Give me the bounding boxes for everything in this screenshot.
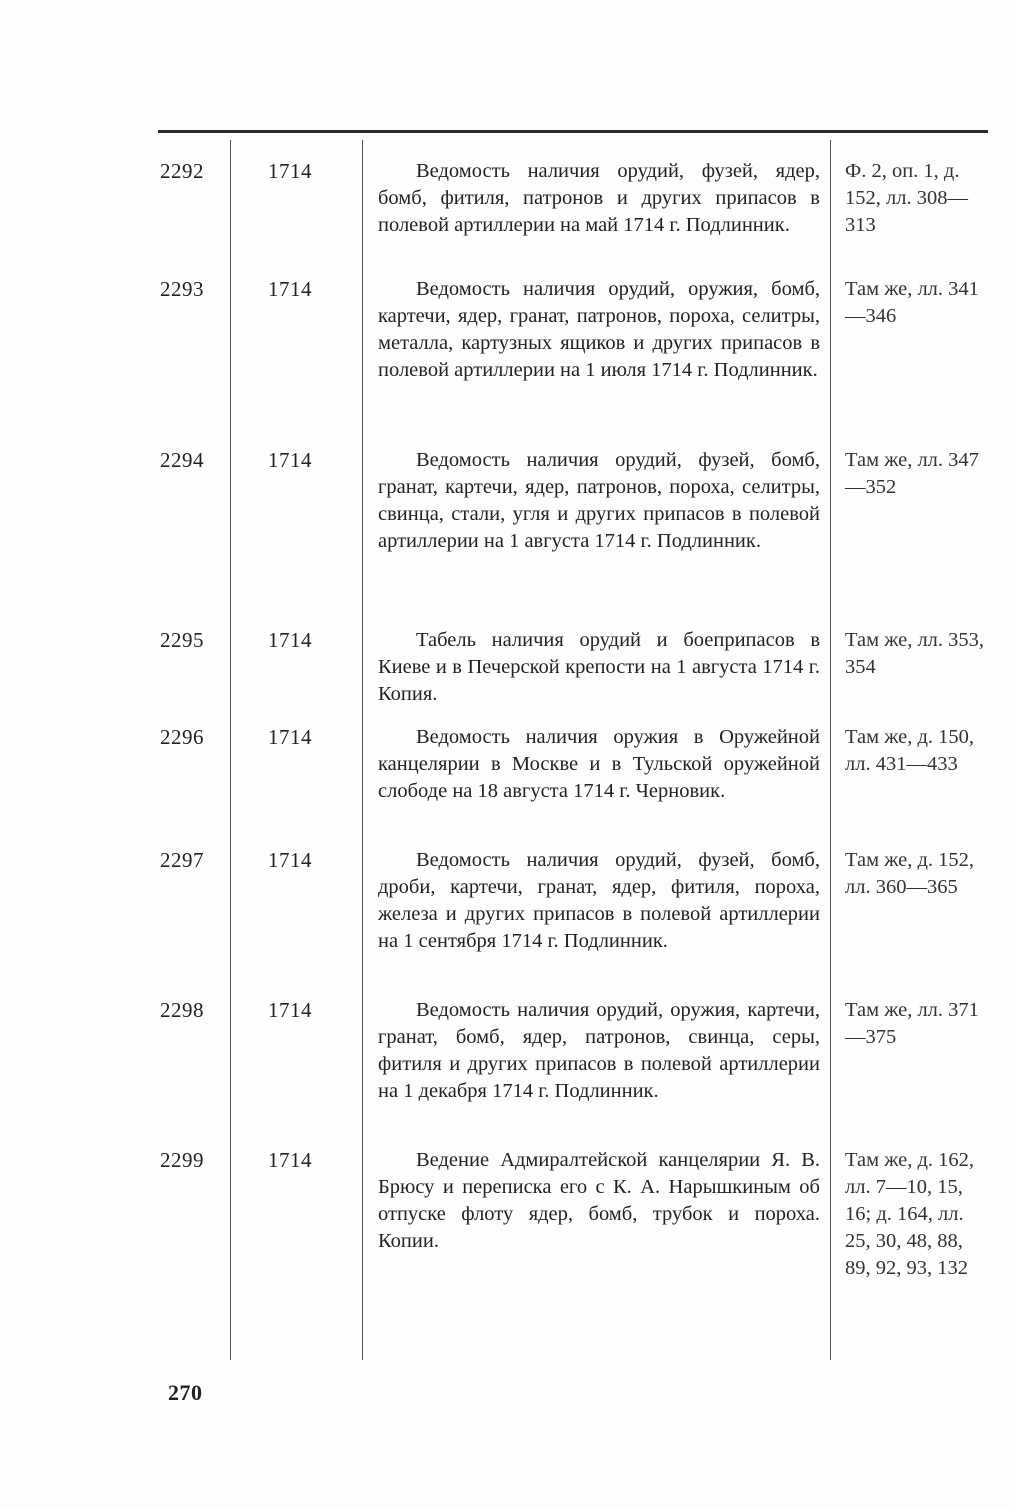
entry-year: 1714: [268, 998, 312, 1022]
entry-number: 2297: [160, 848, 204, 872]
entry-year: 1714: [268, 448, 312, 472]
entry-reference: Там же, лл. 353, 354: [845, 629, 985, 678]
entry-reference: Там же, лл. 347—352: [845, 449, 979, 498]
entry-reference: Там же, д. 150, лл. 431—433: [845, 726, 975, 775]
entry-description: Табель наличия орудий и боеприпасов в Киеве и в Печерской крепости на 1 августа 1714 г. Копия.: [378, 629, 820, 705]
entry-description: Ведомость наличия орудий, фузей, бомб, гранат, картечи, ядер, патронов, пороха, селитры, свинца, стали, угля и других припасов в полевой артиллерии на 1 августа 1714 г. Подлинник.: [378, 449, 820, 552]
entry-number: 2299: [160, 1148, 204, 1172]
entry-number: 2294: [160, 448, 204, 472]
entry-description: Ведомость наличия орудий, оружия, бомб, картечи, ядер, гранат, патронов, пороха, селитры, металла, картузных ящиков и других припасов в полевой артиллерии на 1 июля 1714 г. Подлинник.: [378, 278, 820, 381]
entry-year: 1714: [268, 628, 312, 652]
entry-number: 2292: [160, 159, 204, 183]
column-divider-2: [362, 140, 363, 1360]
entry-description: Ведомость наличия орудий, фузей, ядер, бомб, фитиля, патронов и других припасов в полевой артиллерии на май 1714 г. Подлинник.: [378, 160, 820, 236]
entry-number: 2298: [160, 998, 204, 1022]
entry-description: Ведомость наличия орудий, фузей, бомб, дроби, картечи, гранат, ядер, фитиля, пороха, железа и других припасов в полевой артиллерии на 1 сентября 1714 г. Подлинник.: [378, 849, 820, 952]
entry-year: 1714: [268, 1148, 312, 1172]
entry-reference: Там же, д. 152, лл. 360—365: [845, 849, 975, 898]
entry-reference: Там же, лл. 371—375: [845, 999, 979, 1048]
entry-year: 1714: [268, 725, 312, 749]
entry-reference: Ф. 2, оп. 1, д. 152, лл. 308—313: [845, 160, 968, 236]
top-rule: [158, 130, 988, 133]
entry-year: 1714: [268, 159, 312, 183]
page-number: 270: [168, 1380, 203, 1405]
entry-year: 1714: [268, 277, 312, 301]
entry-number: 2293: [160, 277, 204, 301]
entry-description: Ведомость наличия орудий, оружия, картечи, гранат, бомб, ядер, патронов, свинца, серы, фитиля и других припасов в полевой артиллерии на 1 декабря 1714 г. Подлинник.: [378, 999, 820, 1102]
entry-description: Ведение Адмиралтейской канцелярии Я. В. Брюсу и переписка его с К. А. Нарышкиным об отпуске флоту ядер, бомб, трубок и пороха. Копии.: [378, 1149, 820, 1252]
entry-number: 2295: [160, 628, 204, 652]
column-divider-1: [230, 140, 231, 1360]
entry-reference: Там же, лл. 341—346: [845, 278, 979, 327]
entry-year: 1714: [268, 848, 312, 872]
entry-number: 2296: [160, 725, 204, 749]
entry-reference: Там же, д. 162, лл. 7—10, 15, 16; д. 164, лл. 25, 30, 48, 88, 89, 92, 93, 132: [845, 1149, 975, 1279]
entry-description: Ведомость наличия оружия в Оружейной канцелярии в Москве и в Тульской оружейной слободе на 18 августа 1714 г. Черновик.: [378, 726, 820, 802]
column-divider-3: [830, 140, 831, 1360]
